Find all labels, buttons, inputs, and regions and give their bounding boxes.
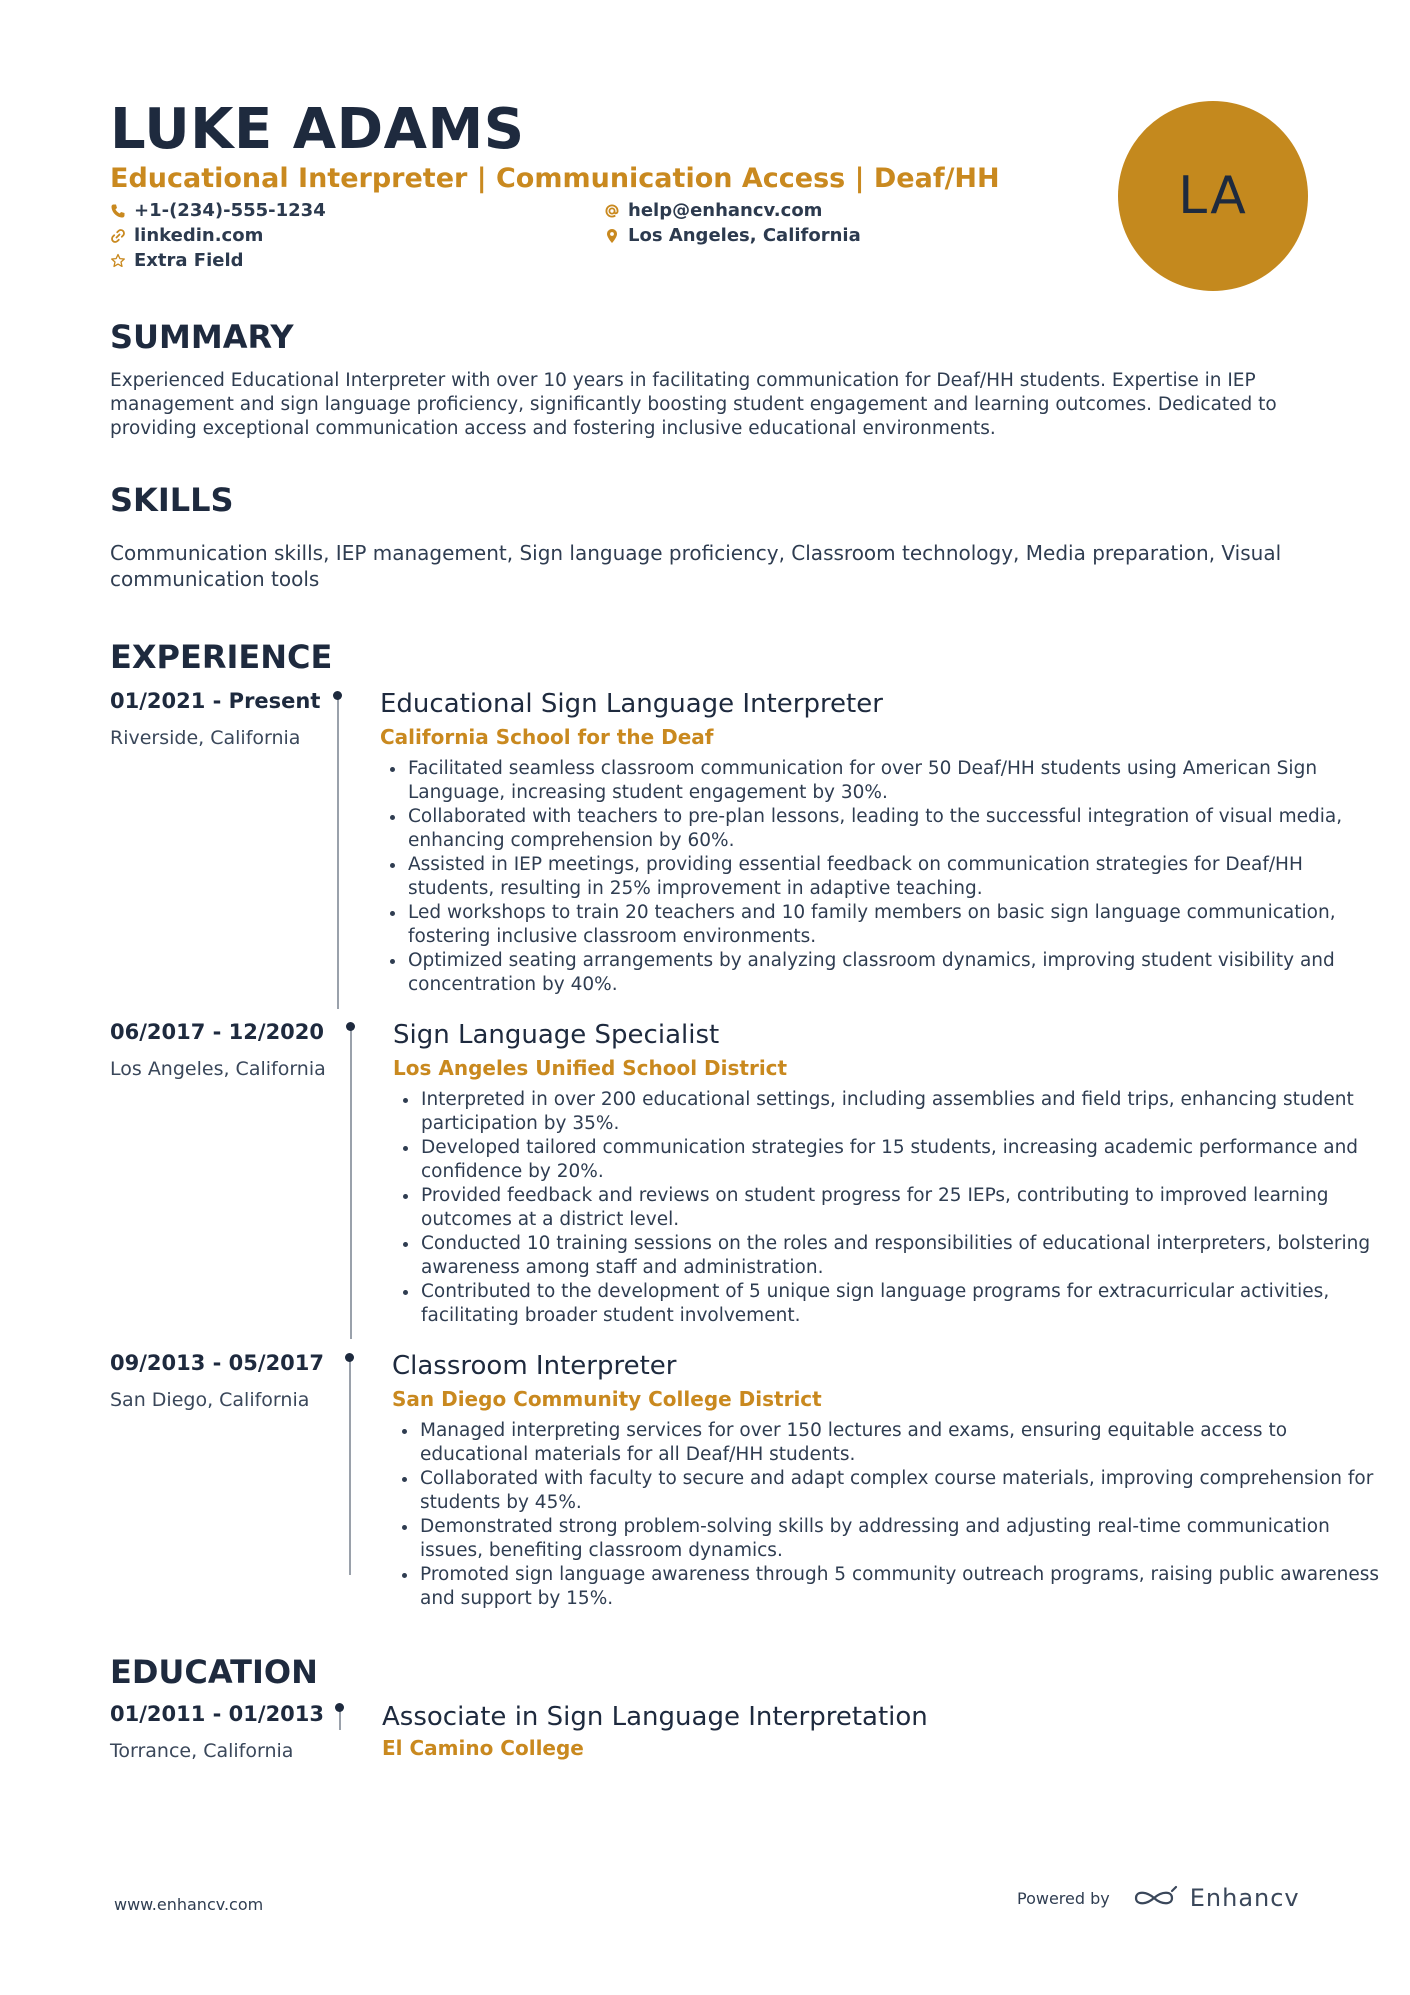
education-degree: Associate in Sign Language Interpretation xyxy=(382,1702,928,1732)
experience-item xyxy=(110,1018,1371,1328)
education-item xyxy=(110,1700,1320,1770)
experience-bullets xyxy=(380,757,1380,997)
contact-extra xyxy=(110,249,244,273)
education-school: El Camino College xyxy=(382,1736,584,1760)
experience-bullets xyxy=(393,1088,1383,1328)
summary-heading: SUMMARY xyxy=(110,318,294,356)
contact-phone[interactable] xyxy=(110,199,326,223)
contact-location-text: Los Angeles, California xyxy=(628,225,861,246)
experience-date: 06/2017 - 12/2020 xyxy=(110,1020,325,1044)
contact-extra-text: Extra Field xyxy=(134,250,244,271)
avatar xyxy=(1118,101,1308,291)
skills-text: Communication skills, IEP management, Sign language proficiency, Classroom technology, Media preparation, Visual communication tools xyxy=(110,541,1282,591)
experience-bullet: Led workshops to train 20 teachers and 10 family members on basic sign language communication, fostering inclusive classroom environments. xyxy=(380,901,1380,949)
contact-email-text: help@enhancv.com xyxy=(628,200,823,221)
resume-tagline: Educational Interpreter | Communication Access | Deaf/HH xyxy=(110,163,1000,194)
experience-bullet: Facilitated seamless classroom communication for over 50 Deaf/HH students using American Sign Language, increasing student engagement by 30%. xyxy=(380,757,1380,805)
experience-heading: EXPERIENCE xyxy=(110,638,333,676)
experience-bullet: Collaborated with faculty to secure and adapt complex course materials, improving comprehension for students by 45%. xyxy=(392,1467,1382,1515)
experience-company: California School for the Deaf xyxy=(380,725,714,749)
location-pin-icon xyxy=(604,228,620,244)
experience-body xyxy=(393,1018,1383,1328)
experience-body xyxy=(392,1349,1382,1611)
experience-date: 01/2021 - Present xyxy=(110,689,321,713)
experience-title: Classroom Interpreter xyxy=(392,1351,677,1381)
contact-linkedin[interactable] xyxy=(110,224,263,248)
contact-email[interactable] xyxy=(604,199,822,223)
experience-bullet: Promoted sign language awareness through 5 community outreach programs, raising public awareness and support by 15%. xyxy=(392,1563,1382,1611)
enhancv-logo-icon xyxy=(1132,1885,1178,1911)
experience-bullet: Conducted 10 training sessions on the roles and responsibilities of educational interpreters, bolstering awareness among staff and administration. xyxy=(393,1232,1383,1280)
experience-bullet: Assisted in IEP meetings, providing essential feedback on communication strategies for Deaf/HH students, resulting in 25% improvement in adaptive teaching. xyxy=(380,853,1380,901)
experience-bullets xyxy=(392,1419,1382,1611)
star-icon xyxy=(110,253,126,269)
footer-website[interactable]: www.enhancv.com xyxy=(114,1895,264,1914)
experience-bullet: Optimized seating arrangements by analyzing classroom dynamics, improving student visibility and concentration by 40%. xyxy=(380,949,1380,997)
experience-date: 09/2013 - 05/2017 xyxy=(110,1351,325,1375)
experience-bullet: Collaborated with teachers to pre-plan lessons, leading to the successful integration of visual media, enhancing comprehension by 60%. xyxy=(380,805,1380,853)
skills-heading: SKILLS xyxy=(110,481,234,519)
footer-branding xyxy=(1017,1884,1300,1912)
contact-linkedin-text: linkedin.com xyxy=(134,225,264,246)
at-icon xyxy=(604,203,620,219)
education-body xyxy=(382,1700,1372,1762)
education-date: 01/2011 - 01/2013 xyxy=(110,1702,325,1726)
summary-text: Experienced Educational Interpreter with over 10 years in facilitating communication for Deaf/HH students. Expertise in IEP management and sign language proficiency, significantly boosting student engagement and learning outcomes. Dedicated to providing exceptional communication access and fostering inclusive educational environments. xyxy=(110,370,1277,439)
experience-bullet: Managed interpreting services for over 150 lectures and exams, ensuring equitable access to educational materials for all Deaf/HH students. xyxy=(392,1419,1382,1467)
enhancv-logo[interactable] xyxy=(1132,1884,1300,1912)
contact-location xyxy=(604,224,861,248)
experience-bullet: Developed tailored communication strategies for 15 students, increasing academic performance and confidence by 20%. xyxy=(393,1136,1383,1184)
experience-title: Sign Language Specialist xyxy=(393,1020,720,1050)
contact-info xyxy=(110,199,1010,279)
link-icon xyxy=(110,228,126,244)
education-location: Torrance, California xyxy=(110,1740,294,1762)
education-heading: EDUCATION xyxy=(110,1653,318,1691)
experience-location: Los Angeles, California xyxy=(110,1058,326,1080)
experience-bullet: Demonstrated strong problem-solving skills by addressing and adjusting real-time communication issues, benefiting classroom dynamics. xyxy=(392,1515,1382,1563)
phone-icon xyxy=(110,203,126,219)
experience-item xyxy=(110,687,1343,997)
experience-bullet: Interpreted in over 200 educational settings, including assemblies and field trips, enhancing student participation by 35%. xyxy=(393,1088,1383,1136)
experience-bullet: Provided feedback and reviews on student progress for 25 IEPs, contributing to improved learning outcomes at a district level. xyxy=(393,1184,1383,1232)
experience-body xyxy=(380,687,1380,997)
experience-item xyxy=(110,1349,1380,1609)
experience-bullet: Contributed to the development of 5 unique sign language programs for extracurricular activities, facilitating broader student involvement. xyxy=(393,1280,1383,1328)
enhancv-brand-name: Enhancv xyxy=(1189,1884,1300,1912)
experience-company: San Diego Community College District xyxy=(392,1387,822,1411)
experience-location: Riverside, California xyxy=(110,727,301,749)
experience-title: Educational Sign Language Interpreter xyxy=(380,689,883,719)
powered-by-text: Powered by xyxy=(1017,1888,1110,1908)
experience-company: Los Angeles Unified School District xyxy=(393,1056,788,1080)
resume-name: LUKE ADAMS xyxy=(110,97,525,162)
contact-phone-text: +1-(234)-555-1234 xyxy=(134,200,326,221)
avatar-initials: LA xyxy=(1178,166,1248,226)
experience-location: San Diego, California xyxy=(110,1389,310,1411)
